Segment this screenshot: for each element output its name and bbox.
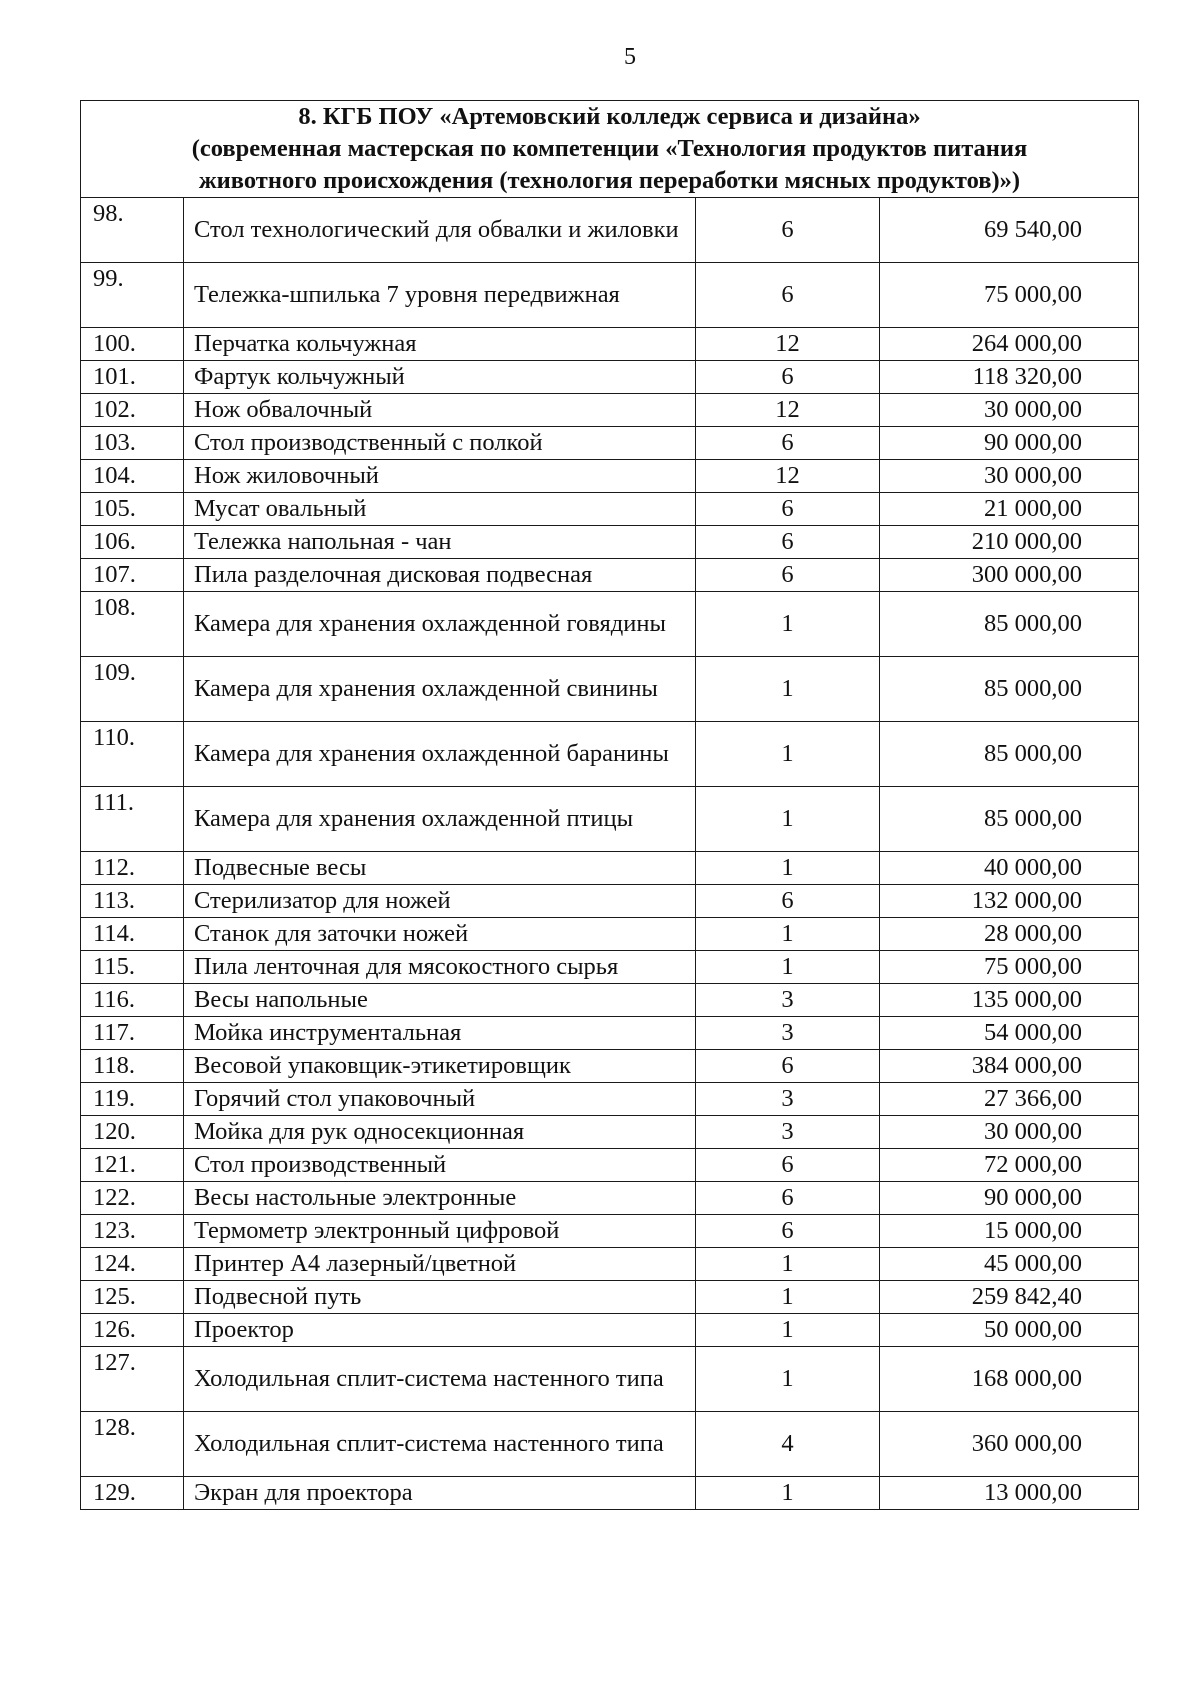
item-quantity: 6: [696, 885, 880, 918]
item-price: 75 000,00: [880, 263, 1139, 328]
item-price: 85 000,00: [880, 722, 1139, 787]
item-quantity: 1: [696, 592, 880, 657]
item-quantity: 12: [696, 394, 880, 427]
item-quantity: 6: [696, 427, 880, 460]
item-name: Стол технологический для обвалки и жиловки: [184, 198, 696, 263]
item-price: 384 000,00: [880, 1050, 1139, 1083]
item-name: Весовой упаковщик-этикетировщик: [184, 1050, 696, 1083]
item-quantity: 6: [696, 263, 880, 328]
item-name: Принтер А4 лазерный/цветной: [184, 1248, 696, 1281]
table-row: [81, 1050, 1139, 1083]
row-number: 98.: [81, 198, 184, 263]
item-name: Проектор: [184, 1314, 696, 1347]
item-name: Камера для хранения охлажденной баранины: [184, 722, 696, 787]
row-number: 128.: [81, 1412, 184, 1477]
item-price: 90 000,00: [880, 1182, 1139, 1215]
table-row: [81, 1248, 1139, 1281]
row-number: 122.: [81, 1182, 184, 1215]
table-row: [81, 1281, 1139, 1314]
item-price: 168 000,00: [880, 1347, 1139, 1412]
item-quantity: 1: [696, 1281, 880, 1314]
table-row: [81, 657, 1139, 722]
item-quantity: 6: [696, 493, 880, 526]
row-number: 125.: [81, 1281, 184, 1314]
item-price: 40 000,00: [880, 852, 1139, 885]
row-number: 105.: [81, 493, 184, 526]
row-number: 118.: [81, 1050, 184, 1083]
row-number: 126.: [81, 1314, 184, 1347]
item-price: 264 000,00: [880, 328, 1139, 361]
table-row: [81, 1477, 1139, 1510]
table-row: [81, 1017, 1139, 1050]
table-row: [81, 592, 1139, 657]
item-quantity: 6: [696, 198, 880, 263]
item-name: Горячий стол упаковочный: [184, 1083, 696, 1116]
item-name: Подвесной путь: [184, 1281, 696, 1314]
item-name: Весы настольные электронные: [184, 1182, 696, 1215]
item-price: 85 000,00: [880, 657, 1139, 722]
item-price: 72 000,00: [880, 1149, 1139, 1182]
table-row: [81, 526, 1139, 559]
item-price: 13 000,00: [880, 1477, 1139, 1510]
row-number: 107.: [81, 559, 184, 592]
row-number: 117.: [81, 1017, 184, 1050]
item-price: 27 366,00: [880, 1083, 1139, 1116]
section-header-row: [81, 101, 1139, 198]
table-row: [81, 361, 1139, 394]
table-row: [81, 559, 1139, 592]
item-name: Камера для хранения охлажденной свинины: [184, 657, 696, 722]
item-quantity: 3: [696, 984, 880, 1017]
item-price: 85 000,00: [880, 592, 1139, 657]
item-price: 85 000,00: [880, 787, 1139, 852]
row-number: 104.: [81, 460, 184, 493]
item-price: 360 000,00: [880, 1412, 1139, 1477]
item-price: 135 000,00: [880, 984, 1139, 1017]
item-quantity: 3: [696, 1017, 880, 1050]
section-title-line: (современная мастерская по компетенции «Технология продуктов питания: [191, 135, 1028, 162]
item-quantity: 12: [696, 328, 880, 361]
table-row: [81, 198, 1139, 263]
row-number: 116.: [81, 984, 184, 1017]
table-row: [81, 984, 1139, 1017]
item-name: Экран для проектора: [184, 1477, 696, 1510]
item-price: 259 842,40: [880, 1281, 1139, 1314]
item-name: Нож жиловочный: [184, 460, 696, 493]
page-number: 5: [624, 44, 636, 70]
item-name: Термометр электронный цифровой: [184, 1215, 696, 1248]
item-quantity: 1: [696, 951, 880, 984]
item-name: Нож обвалочный: [184, 394, 696, 427]
row-number: 127.: [81, 1347, 184, 1412]
item-quantity: 1: [696, 918, 880, 951]
table-row: [81, 394, 1139, 427]
item-quantity: 1: [696, 1314, 880, 1347]
item-price: 30 000,00: [880, 460, 1139, 493]
item-price: 45 000,00: [880, 1248, 1139, 1281]
table-row: [81, 1116, 1139, 1149]
item-price: 90 000,00: [880, 427, 1139, 460]
item-name: Камера для хранения охлажденной птицы: [184, 787, 696, 852]
table-row: [81, 328, 1139, 361]
table-row: [81, 885, 1139, 918]
item-quantity: 1: [696, 657, 880, 722]
row-number: 102.: [81, 394, 184, 427]
item-quantity: 6: [696, 1182, 880, 1215]
section-title-line: 8. КГБ ПОУ «Артемовский колледж сервиса и дизайна»: [298, 103, 921, 130]
item-quantity: 6: [696, 361, 880, 394]
row-number: 101.: [81, 361, 184, 394]
item-name: Стол производственный: [184, 1149, 696, 1182]
item-name: Камера для хранения охлажденной говядины: [184, 592, 696, 657]
item-name: Перчатка кольчужная: [184, 328, 696, 361]
row-number: 113.: [81, 885, 184, 918]
item-name: Холодильная сплит-система настенного типа: [184, 1412, 696, 1477]
item-quantity: 12: [696, 460, 880, 493]
row-number: 103.: [81, 427, 184, 460]
item-price: 118 320,00: [880, 361, 1139, 394]
item-name: Фартук кольчужный: [184, 361, 696, 394]
row-number: 106.: [81, 526, 184, 559]
item-quantity: 1: [696, 852, 880, 885]
item-price: 69 540,00: [880, 198, 1139, 263]
item-name: Подвесные весы: [184, 852, 696, 885]
item-name: Мусат овальный: [184, 493, 696, 526]
table-row: [81, 1347, 1139, 1412]
item-name: Тележка-шпилька 7 уровня передвижная: [184, 263, 696, 328]
item-name: Пила ленточная для мясокостного сырья: [184, 951, 696, 984]
row-number: 99.: [81, 263, 184, 328]
item-quantity: 4: [696, 1412, 880, 1477]
row-number: 119.: [81, 1083, 184, 1116]
item-quantity: 1: [696, 1248, 880, 1281]
row-number: 108.: [81, 592, 184, 657]
item-name: Тележка напольная - чан: [184, 526, 696, 559]
row-number: 110.: [81, 722, 184, 787]
item-price: 54 000,00: [880, 1017, 1139, 1050]
section-title: [81, 101, 1139, 198]
table-row: [81, 1412, 1139, 1477]
row-number: 111.: [81, 787, 184, 852]
item-price: 300 000,00: [880, 559, 1139, 592]
item-price: 21 000,00: [880, 493, 1139, 526]
row-number: 121.: [81, 1149, 184, 1182]
item-price: 50 000,00: [880, 1314, 1139, 1347]
item-price: 75 000,00: [880, 951, 1139, 984]
item-quantity: 1: [696, 787, 880, 852]
table-row: [81, 951, 1139, 984]
item-quantity: 3: [696, 1083, 880, 1116]
item-price: 132 000,00: [880, 885, 1139, 918]
item-quantity: 1: [696, 1347, 880, 1412]
table-row: [81, 787, 1139, 852]
row-number: 114.: [81, 918, 184, 951]
item-quantity: 1: [696, 722, 880, 787]
item-quantity: 6: [696, 559, 880, 592]
row-number: 120.: [81, 1116, 184, 1149]
item-price: 15 000,00: [880, 1215, 1139, 1248]
item-name: Пила разделочная дисковая подвесная: [184, 559, 696, 592]
row-number: 115.: [81, 951, 184, 984]
row-number: 100.: [81, 328, 184, 361]
item-name: Стол производственный с полкой: [184, 427, 696, 460]
item-quantity: 3: [696, 1116, 880, 1149]
item-name: Весы напольные: [184, 984, 696, 1017]
table-row: [81, 493, 1139, 526]
table-row: [81, 1083, 1139, 1116]
item-quantity: 6: [696, 1215, 880, 1248]
item-name: Мойка для рук односекционная: [184, 1116, 696, 1149]
row-number: 112.: [81, 852, 184, 885]
table-row: [81, 427, 1139, 460]
row-number: 109.: [81, 657, 184, 722]
table-row: [81, 460, 1139, 493]
item-name: Стерилизатор для ножей: [184, 885, 696, 918]
item-name: Холодильная сплит-система настенного типа: [184, 1347, 696, 1412]
row-number: 123.: [81, 1215, 184, 1248]
table-row: [81, 1149, 1139, 1182]
item-price: 28 000,00: [880, 918, 1139, 951]
table-row: [81, 1215, 1139, 1248]
table-row: [81, 1314, 1139, 1347]
table-row: [81, 918, 1139, 951]
item-name: Мойка инструментальная: [184, 1017, 696, 1050]
row-number: 129.: [81, 1477, 184, 1510]
item-quantity: 6: [696, 1050, 880, 1083]
row-number: 124.: [81, 1248, 184, 1281]
equipment-table: [80, 100, 1139, 1510]
table-row: [81, 852, 1139, 885]
item-price: 210 000,00: [880, 526, 1139, 559]
item-quantity: 6: [696, 1149, 880, 1182]
table-row: [81, 722, 1139, 787]
table-row: [81, 263, 1139, 328]
section-title-line: животного происхождения (технология переработки мясных продуктов)»): [198, 167, 1021, 194]
item-price: 30 000,00: [880, 1116, 1139, 1149]
item-quantity: 1: [696, 1477, 880, 1510]
item-price: 30 000,00: [880, 394, 1139, 427]
item-name: Станок для заточки ножей: [184, 918, 696, 951]
table-row: [81, 1182, 1139, 1215]
item-quantity: 6: [696, 526, 880, 559]
